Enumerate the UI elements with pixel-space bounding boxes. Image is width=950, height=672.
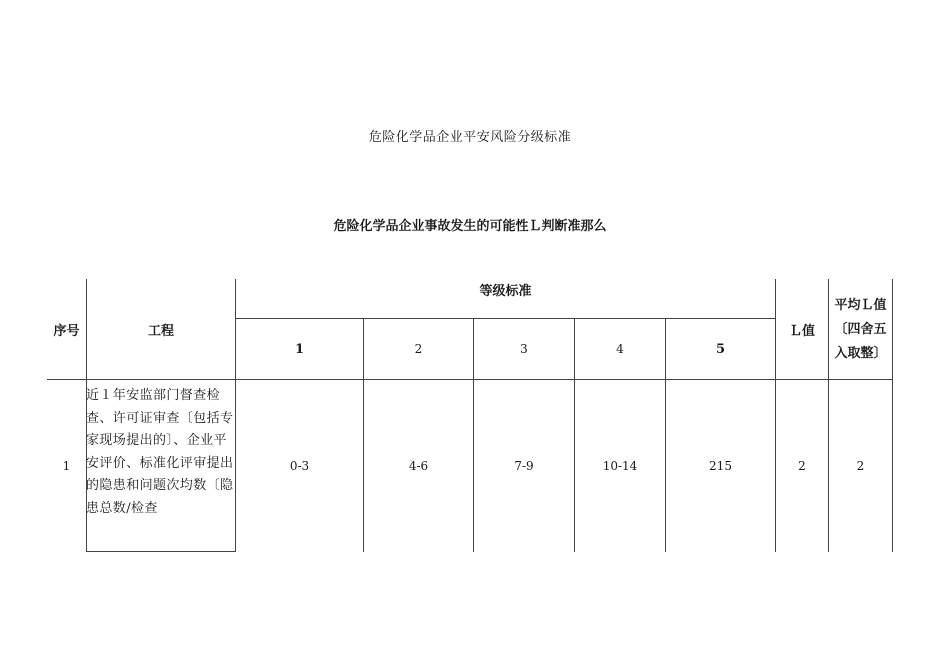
table-row-grade-1: 0-3: [289, 458, 310, 473]
table-row-l-value: 2: [798, 458, 806, 473]
avg-header-line2: 〔四舍五: [834, 321, 887, 337]
table-line: [86, 551, 236, 552]
table-row-grade-2: 4-6: [408, 458, 429, 473]
header-l-value: Ｌ值: [788, 324, 815, 339]
table-row-grade-3: 7-9: [514, 458, 534, 473]
table-title: 危险化学品企业事故发生的可能性Ｌ判断准那么: [333, 219, 607, 234]
document-title: 危险化学品企业平安风险分级标准: [368, 130, 572, 145]
table-line: [892, 279, 893, 552]
header-avg-l-value: [829, 280, 892, 379]
header-index: 序号: [53, 324, 80, 339]
avg-header-line3: 入取整〕: [834, 345, 887, 361]
table-row-avg-l-value: 2: [856, 458, 865, 473]
header-grade-standard: 等级标准: [479, 283, 532, 299]
avg-header-line1: 平均Ｌ值: [834, 297, 887, 313]
table-row-grade-5: 215: [709, 458, 732, 473]
header-grade-2: 2: [414, 342, 423, 356]
header-project: 工程: [147, 324, 174, 339]
table-row-index: 1: [62, 458, 71, 473]
header-grade-1: 1: [294, 341, 305, 357]
header-grade-5: 5: [715, 341, 726, 357]
header-grade-4: 4: [616, 342, 624, 356]
header-grade-3: 3: [520, 342, 528, 356]
table-row-grade-4: 10-14: [602, 458, 638, 473]
table-row-project: 近１年安监部门督查检查、许可证审查〔包括专家现场提出的〕、企业平安评价、标准化评审提出的隐患和问题次均数〔隐患总数/检查: [86, 388, 234, 516]
